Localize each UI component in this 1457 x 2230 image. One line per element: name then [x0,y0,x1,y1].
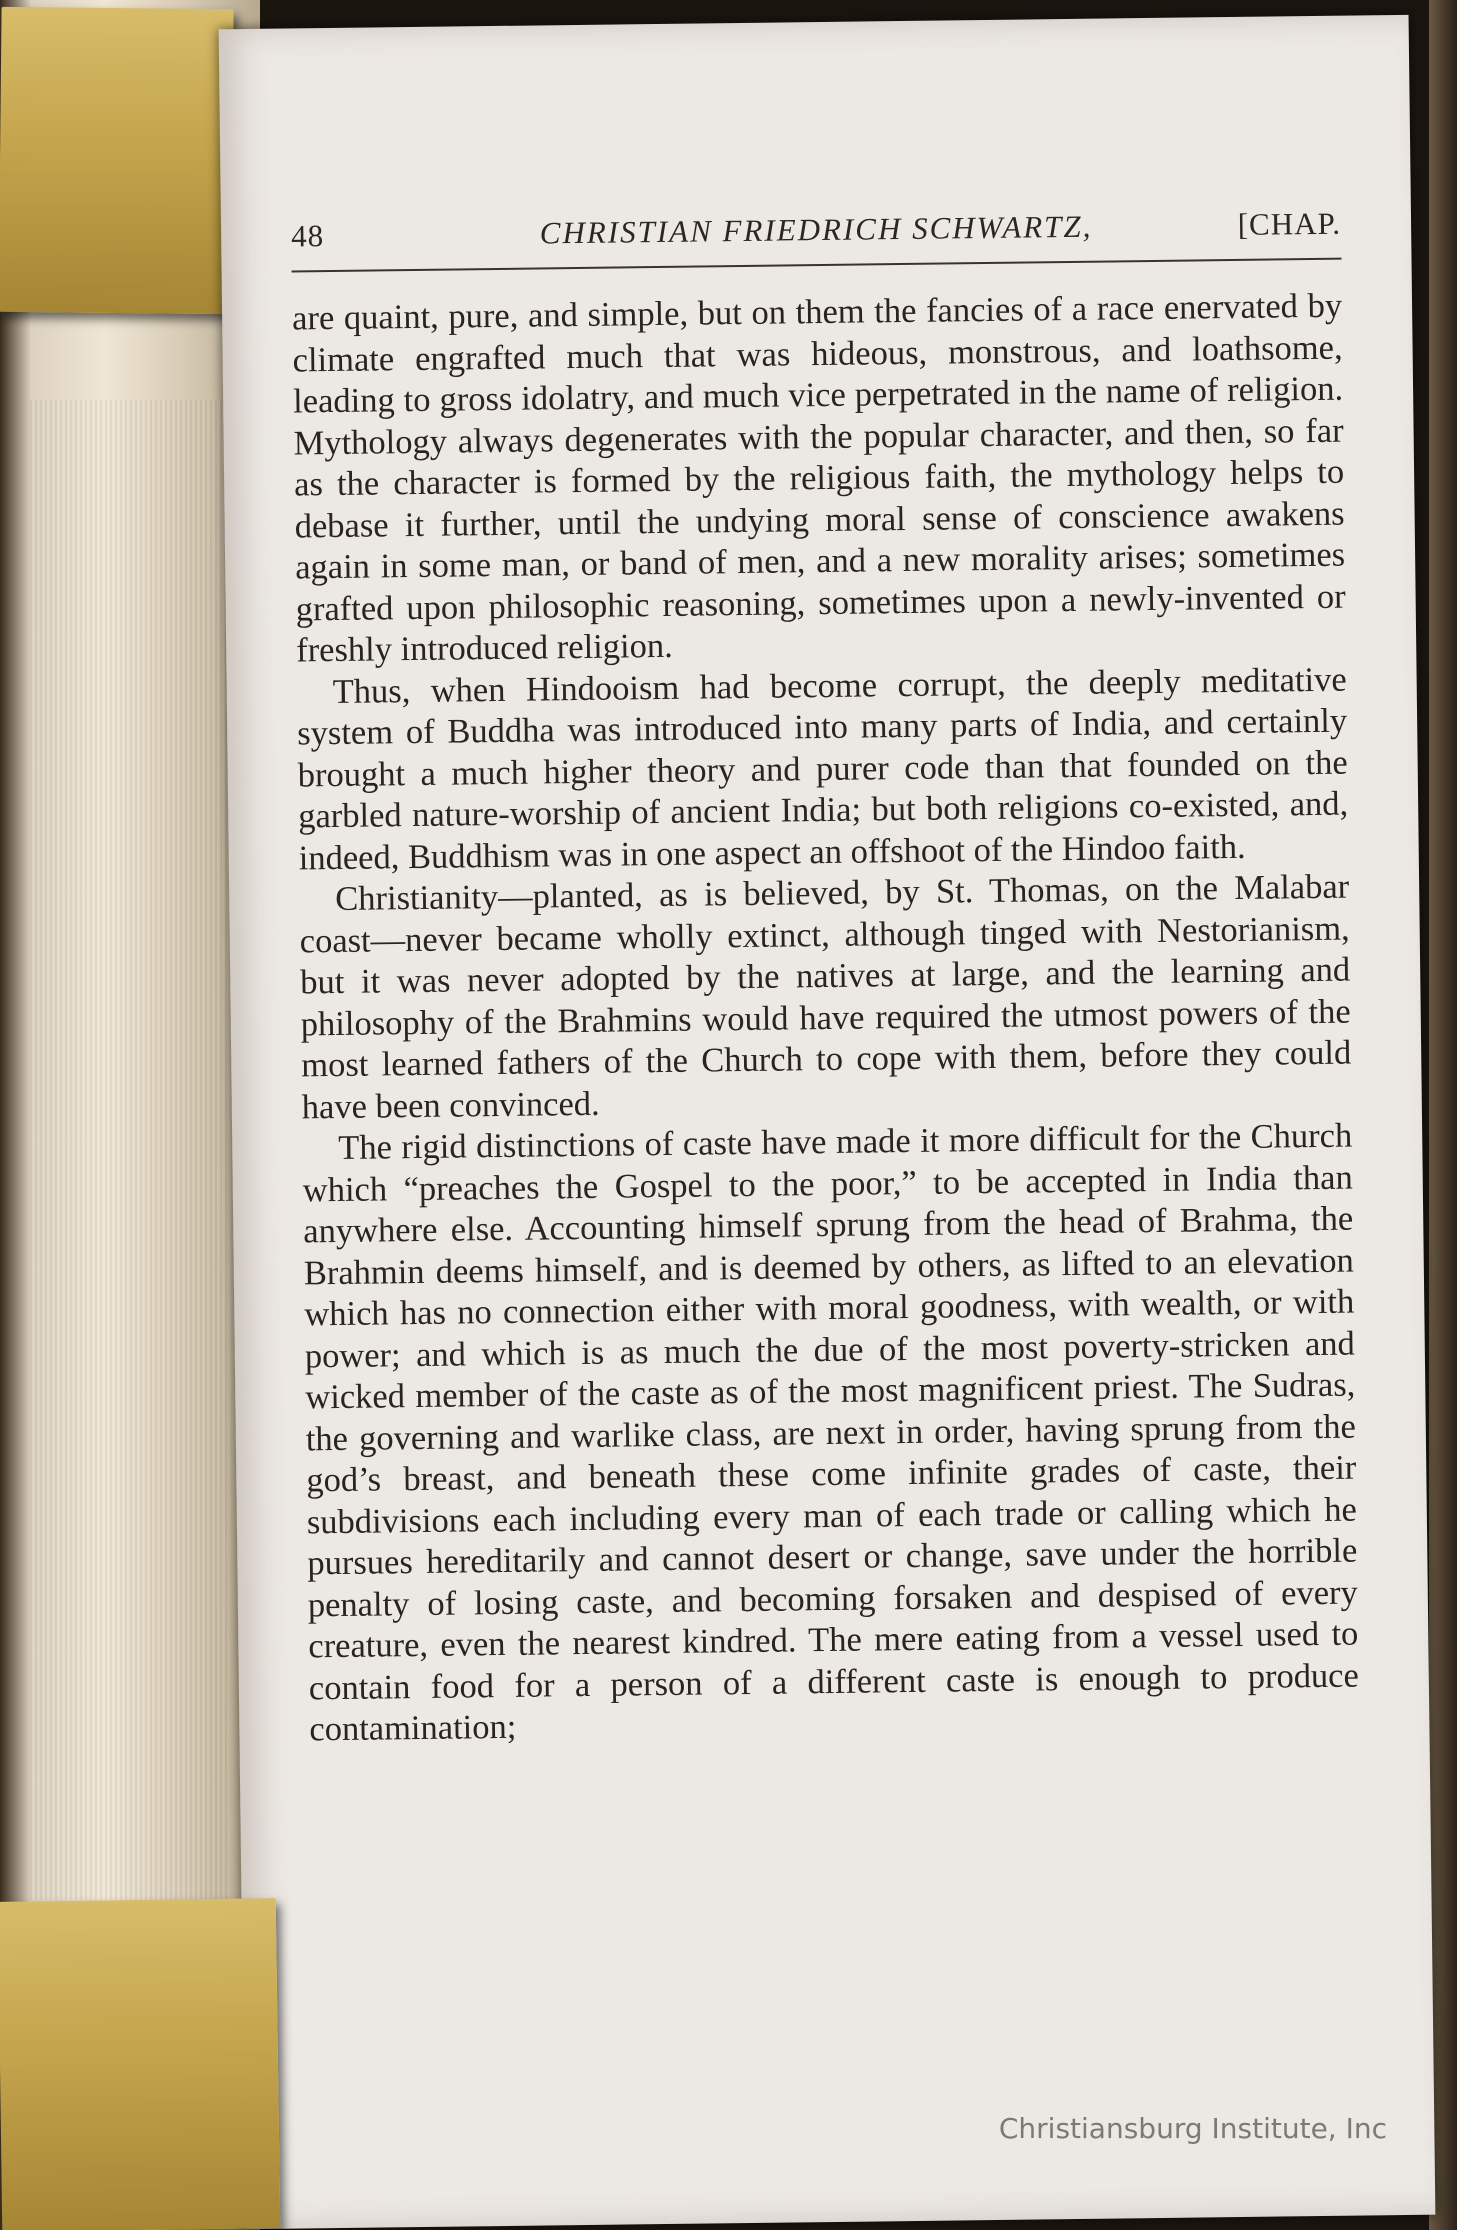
right-page-edge [1429,0,1457,2230]
paragraph: are quaint, pure, and simple, but on them the fancies of a race enervated by climate engrafted much that was hideous, monstrous, and loathsome, leading to gross idolatry, and much vice perpetrated in the name of religion. Mythology always degenerates with the popular character, and then, so far as the character is formed by the religious faith, the mythology helps to debase it further, until the undying moral sense of conscience awakens again in some man, or band of men, and a new morality arises; sometimes grafted upon philosophic reasoning, sometimes upon a newly-invented or freshly introduced religion. [291,286,1346,670]
running-header [291,206,1342,279]
watermark: Christiansburg Institute, Inc [998,2112,1387,2145]
top-page-tab [0,7,234,314]
body-text [292,286,1360,1751]
running-title: CHRISTIAN FRIEDRICH SCHWARTZ, [539,208,1093,251]
book-page [219,15,1436,2229]
chapter-mark: [CHAP. [1237,205,1342,242]
page-number: 48 [290,218,325,254]
paragraph: Thus, when Hindooism had become corrupt, the deeply meditative system of Buddha was introduced into many parts of India, and certainly brought a much higher theory and purer code than that founded on the garbled nature-worship of ancient India; but both religions co-existed, and, indeed, Buddhism was in one aspect an offshoot of the Hindoo faith. [296,660,1349,877]
left-page-stack [0,0,260,2230]
paragraph: Christianity—planted, as is believed, by St. Thomas, on the Malabar coast—never became wholly extinct, although tinged with Nestorianism, but it was never adopted by the natives at large, and the learning and philosophy of the Brahmins would have required the utmost powers of the most learned fathers of the Church to cope with them, before they could have been convinced. [299,867,1352,1126]
bottom-page-tab [0,1898,280,2230]
paragraph: The rigid distinctions of caste have made it more difficult for the Church which “preaches the Gospel to the poor,” to be accepted in India than anywhere else. Accounting himself sprung from the head of Brahma, the Brahmin deems himself, and is deemed by others, as lifted to an elevation which has no connection either with moral goodness, with wealth, or with power; and which is as much the due of the most poverty-stricken and wicked member of the caste as of the most magnificent priest. The Sudras, the governing and warlike class, are next in order, having sprung from the god’s breast, and beneath these come infinite grades of caste, their subdivisions each including every man of each trade or calling which he pursues hereditarily and cannot desert or change, save under the horrible penalty of losing caste, and becoming forsaken and despised of every creature, even the nearest kindred. The mere eating from a vessel used to contain food for a person of a different caste is enough to produce contamination; [302,1116,1360,1749]
